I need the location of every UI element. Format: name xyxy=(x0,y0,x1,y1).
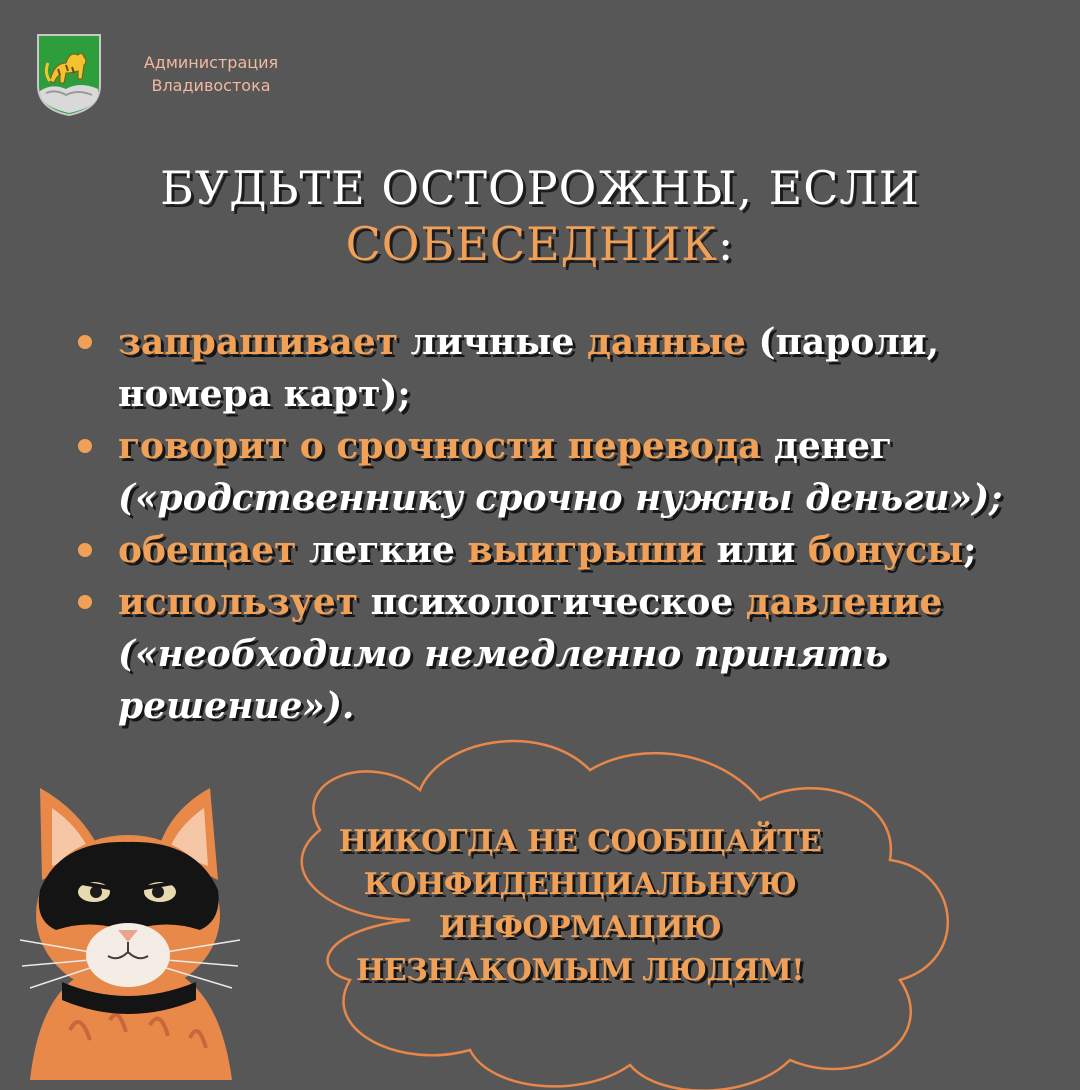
bullet-2-keyword: говорит о срочности перевода xyxy=(118,425,762,467)
callout-line-4: НЕЗНАКОМЫМ ЛЮДЯМ! xyxy=(355,953,805,988)
bullet-1-text: личные xyxy=(398,321,587,363)
list-item xyxy=(78,576,1048,732)
page-title xyxy=(40,160,1040,272)
bullet-4-keyword-2: давление xyxy=(745,581,943,623)
bullet-1-keyword-2: данные xyxy=(586,321,746,363)
bullet-3-keyword: обещает xyxy=(118,529,297,571)
bullet-1-text-2: (пароли, номера карт); xyxy=(118,321,939,415)
bullet-1-keyword: запрашивает xyxy=(118,321,399,363)
organization-name xyxy=(126,51,296,97)
bullet-3-keyword-3: бонусы xyxy=(807,529,964,571)
title-line-1: БУДЬТЕ ОСТОРОЖНЫ, ЕСЛИ xyxy=(160,161,920,215)
bullet-3-text-2: или xyxy=(703,529,808,571)
bullet-dot xyxy=(78,595,92,609)
bullet-4-text: психологическое xyxy=(358,581,746,623)
bullet-dot xyxy=(78,543,92,557)
title-accent-word: СОБЕСЕДНИК xyxy=(345,217,718,271)
bullet-3-keyword-2: выигрыши xyxy=(467,529,704,571)
bullet-3-text-3: ; xyxy=(963,529,977,571)
bullet-dot xyxy=(78,335,92,349)
callout-line-1: НИКОГДА НЕ СООБЩАЙТЕ xyxy=(338,824,822,859)
masked-cat-icon xyxy=(0,770,260,1080)
bullet-3-text: легкие xyxy=(296,529,468,571)
bullet-dot xyxy=(78,439,92,453)
callout-line-3: ИНФОРМАЦИЮ xyxy=(438,910,722,945)
warning-callout xyxy=(320,820,840,992)
coat-of-arms-logo xyxy=(36,33,102,117)
bullet-4-quote: («необходимо немедленно принять решение»). xyxy=(118,633,888,727)
org-line-1: Администрация xyxy=(143,53,279,72)
callout-line-2: КОНФИДЕНЦИАЛЬНУЮ xyxy=(363,867,797,902)
org-line-2: Владивостока xyxy=(151,76,271,95)
bullet-2-text: денег xyxy=(761,425,893,467)
list-item xyxy=(78,420,1048,524)
list-item xyxy=(78,316,1048,420)
bullet-2-quote: («родственнику срочно нужны деньги»); xyxy=(118,477,1003,519)
bullet-4-keyword: использует xyxy=(118,581,359,623)
title-line-2 xyxy=(40,216,1040,272)
title-colon: : xyxy=(717,217,735,271)
list-item xyxy=(78,524,1048,576)
warning-list xyxy=(78,316,1048,732)
